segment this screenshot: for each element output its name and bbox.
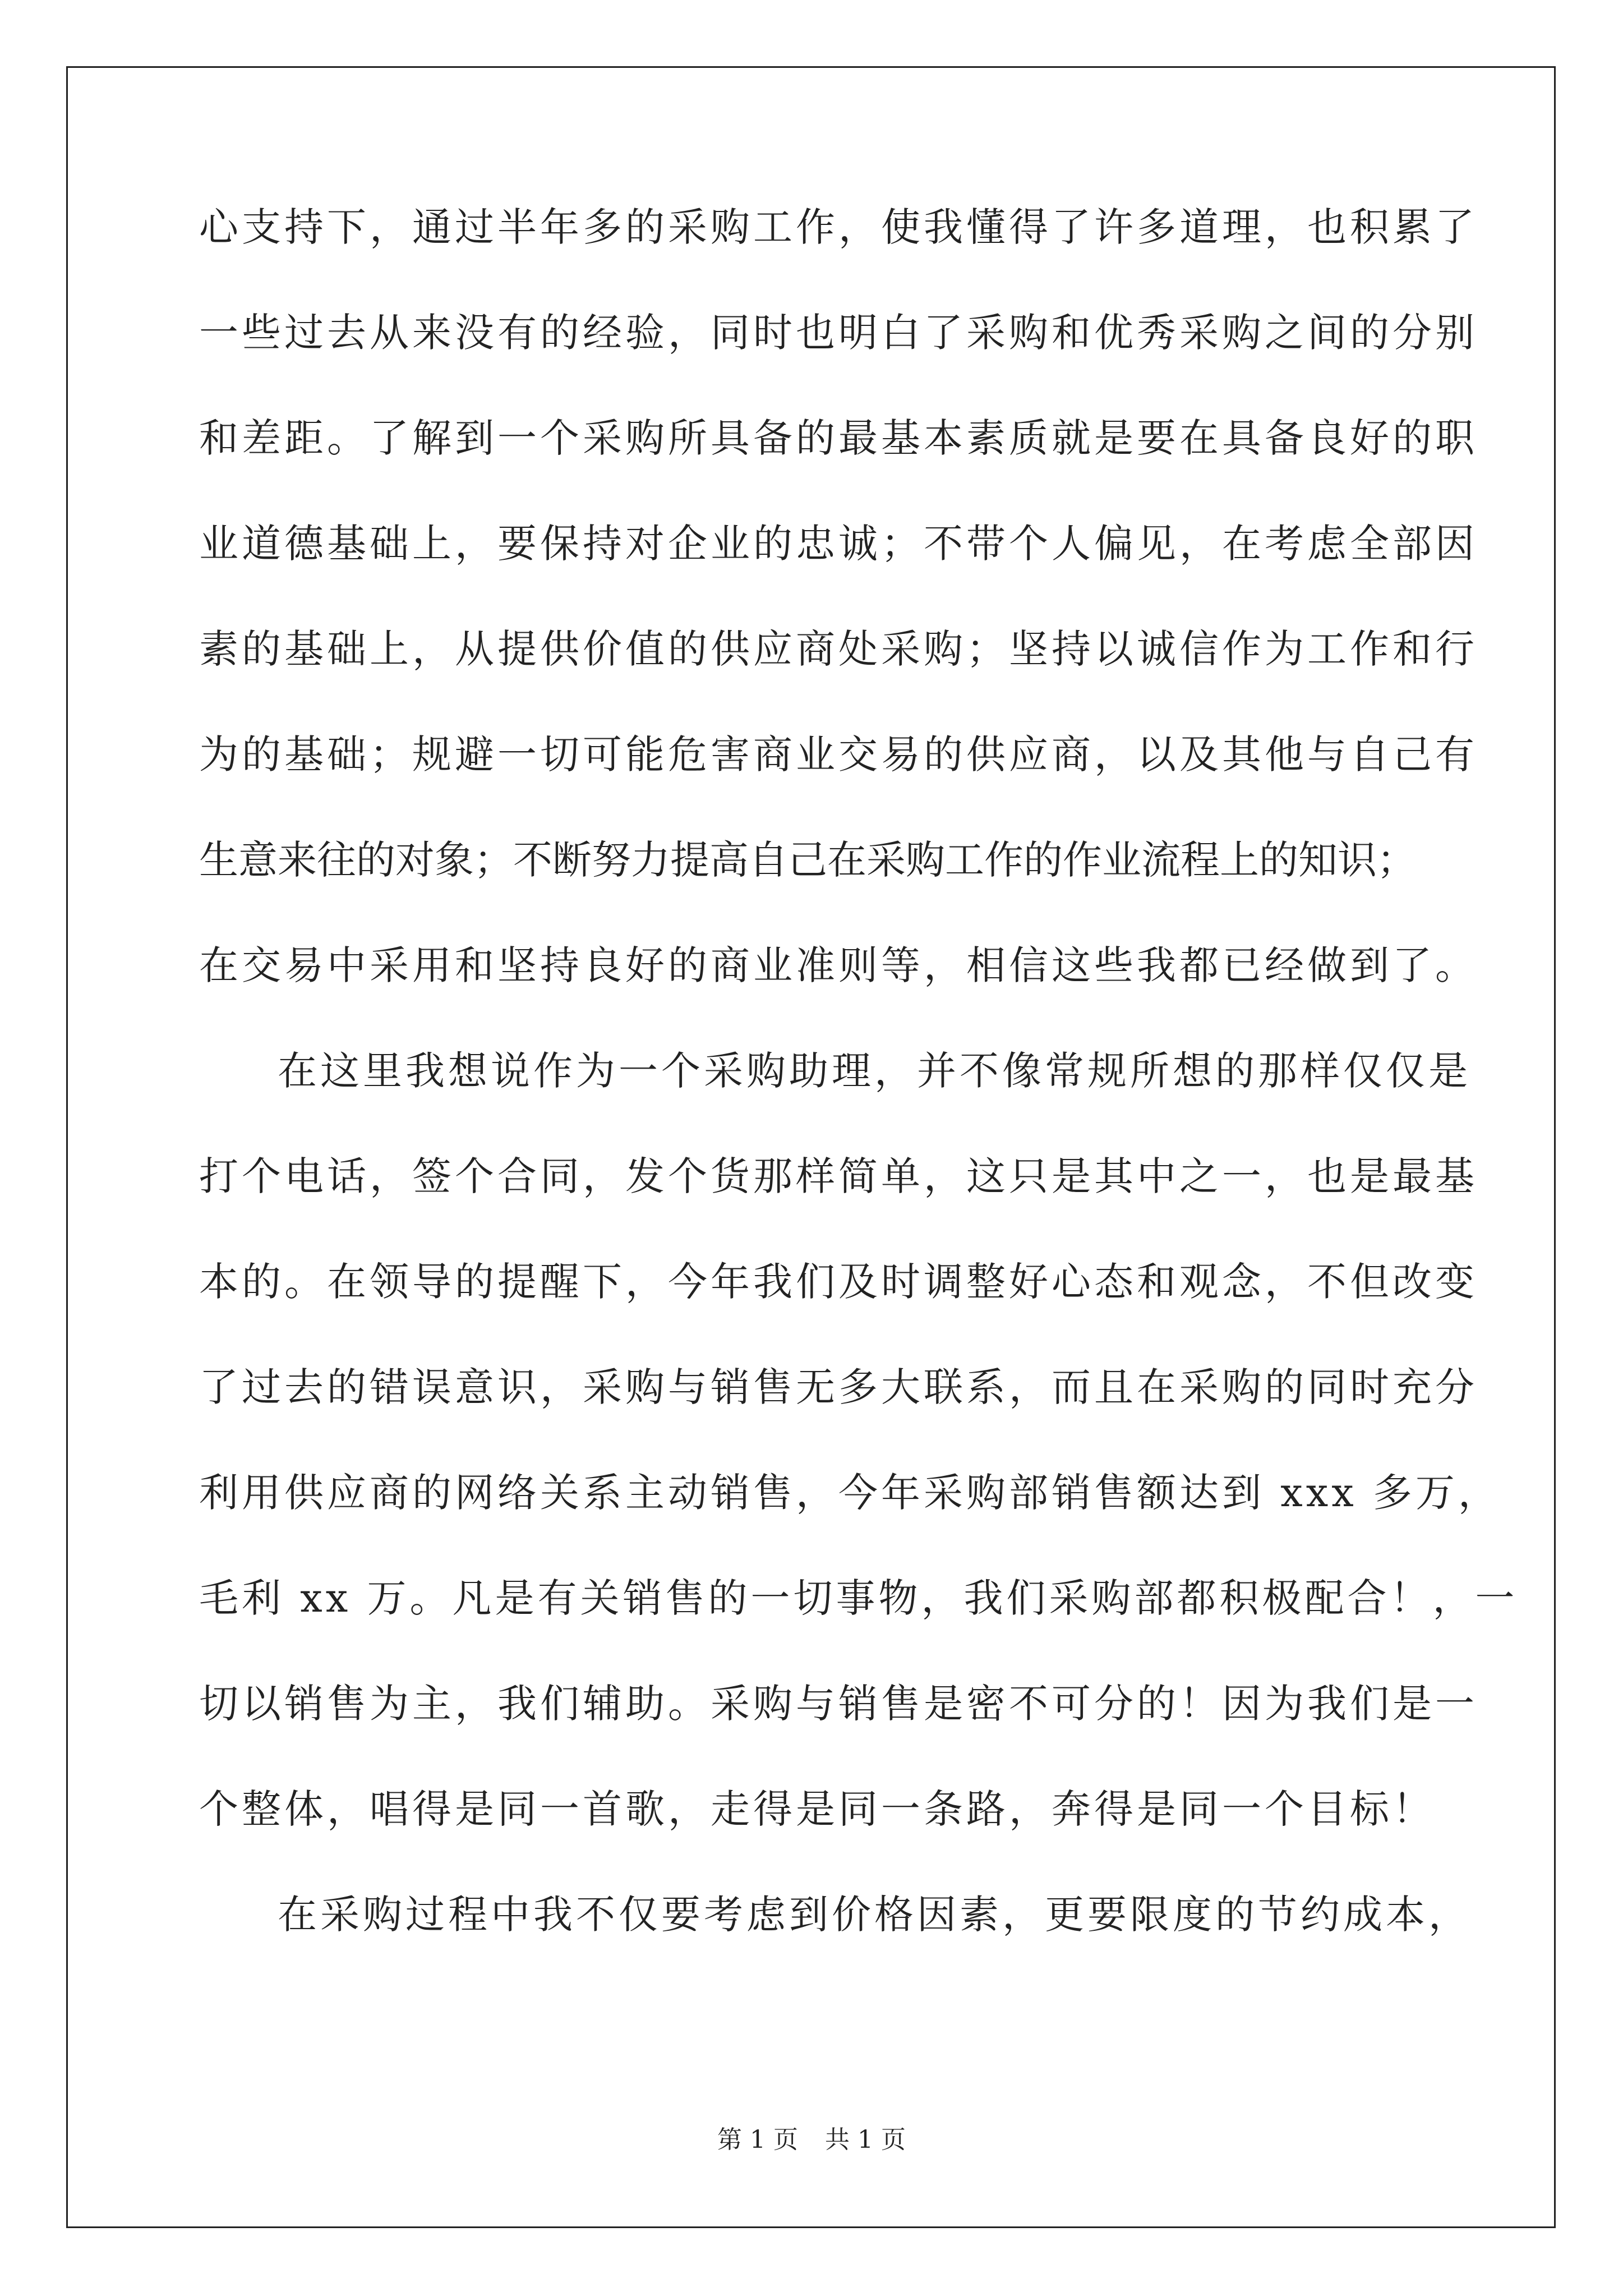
text-line: 打个电话，签个合同，发个货那样简单，这只是其中之一，也是最基 [199,1153,1478,1199]
page-footer [0,2119,1623,2155]
text-line: 本的。在领导的提醒下，今年我们及时调整好心态和观念，不但改变 [199,1259,1478,1305]
text-line: 素的基础上，从提供价值的供应商处采购；坚持以诚信作为工作和行 [199,626,1478,672]
page-total: 共 1 页 [825,2125,906,2154]
page-number: 第 1 页 [717,2125,798,2154]
paragraph-start-line: 在采购过程中我不仅要考虑到价格因素，更要限度的节约成本， [278,1892,1471,1938]
text-line: 毛利 xx 万。凡是有关销售的一切事物，我们采购部都积极配合！，一 [199,1575,1518,1621]
text-line: 生意来往的对象；不断努力提高自己在采购工作的作业流程上的知识； [199,837,1416,883]
text-line: 一些过去从来没有的经验，同时也明白了采购和优秀采购之间的分别 [199,310,1478,356]
text-line: 业道德基础上，要保持对企业的忠诚；不带个人偏见，在考虑全部因 [199,521,1478,567]
text-line: 为的基础；规避一切可能危害商业交易的供应商，以及其他与自己有 [199,731,1478,777]
text-line: 个整体，唱得是同一首歌，走得是同一条路，奔得是同一个目标！ [199,1786,1435,1832]
text-line: 在交易中采用和坚持良好的商业准则等，相信这些我都已经做到了。 [199,942,1478,988]
text-line: 了过去的错误意识，采购与销售无多大联系，而且在采购的同时充分 [199,1364,1478,1410]
document-body [199,204,1518,2000]
text-line: 和差距。了解到一个采购所具备的最基本素质就是要在具备良好的职 [199,415,1478,461]
paragraph-start-line: 在这里我想说作为一个采购助理，并不像常规所想的那样仅仅是 [278,1048,1471,1094]
text-line: 切以销售为主，我们辅助。采购与销售是密不可分的！因为我们是一 [199,1681,1478,1727]
text-line: 心支持下，通过半年多的采购工作，使我懂得了许多道理，也积累了 [199,204,1478,250]
text-line: 利用供应商的网络关系主动销售，今年采购部销售额达到 xxx 多万， [199,1470,1501,1516]
